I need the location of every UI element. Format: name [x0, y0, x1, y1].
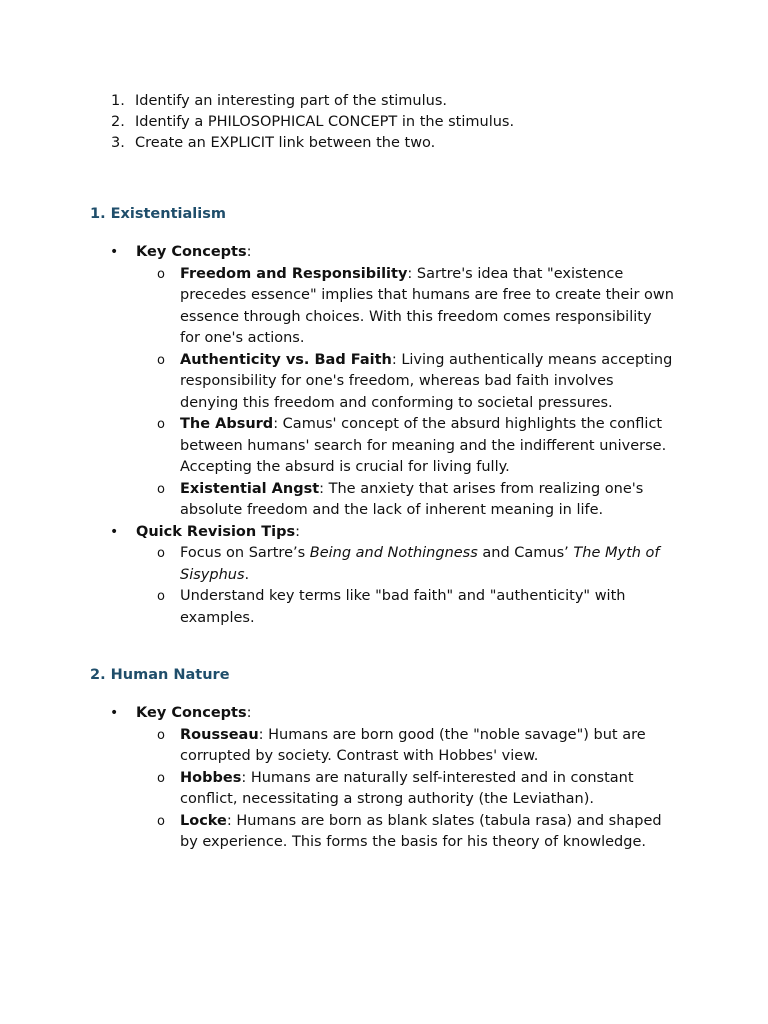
list-item	[157, 725, 690, 768]
instruction-item	[111, 91, 514, 112]
concept-term: Rousseau	[180, 726, 259, 743]
label-suffix: :	[295, 523, 301, 540]
group-label: Key Concepts	[136, 705, 247, 721]
concept-text: : Humans are born good (the "noble savage") but are corrupted by society. Contrast with Hobbes' view.	[180, 726, 646, 764]
concept-text: : Sartre's idea that "existence precedes essence" implies that humans are free to create their own essence through choices. With this freedom comes responsibility for one's actions.	[180, 265, 674, 346]
instruction-item	[111, 133, 514, 154]
bullet-marker: •	[110, 705, 119, 721]
existentialism-content	[110, 242, 690, 629]
sub-list	[110, 264, 690, 522]
concept-term: Hobbes	[180, 769, 242, 786]
sub-marker: o	[157, 352, 165, 368]
label-suffix: :	[246, 244, 252, 260]
tip-text: Focus on Sartre’s	[180, 545, 310, 561]
concept-term: Existential Angst	[180, 480, 320, 497]
bullet-item	[110, 242, 690, 264]
label-suffix: :	[246, 705, 252, 721]
instruction-item	[111, 112, 514, 133]
bullet-item	[110, 703, 690, 725]
concept-term: Locke	[180, 812, 227, 829]
list-item	[157, 586, 690, 629]
concept-text: : Living authentically means accepting responsibility for one's freedom, whereas bad faith involves denying this freedom and conforming to societal pressures.	[180, 351, 673, 411]
instruction-text: Create an EXPLICIT link between the two.	[135, 135, 436, 151]
section-heading-existentialism: 1. Existentialism	[90, 206, 226, 222]
book-title: Being and Nothingness	[309, 545, 478, 561]
sub-list	[110, 543, 690, 629]
concept-text: : Humans are naturally self-interested and in constant conflict, necessitating a strong authority (the Leviathan).	[180, 769, 634, 807]
sub-marker: o	[157, 813, 165, 829]
tip-text: .	[244, 566, 250, 583]
tip-text: Understand key terms like "bad faith" and "authenticity" with examples.	[180, 588, 626, 626]
sub-marker: o	[157, 589, 165, 604]
sub-marker: o	[157, 481, 165, 497]
instruction-text: Identify a PHILOSOPHICAL CONCEPT in the stimulus.	[135, 114, 515, 130]
sub-marker: o	[157, 727, 165, 743]
concept-term: Freedom and Responsibility	[180, 265, 408, 282]
human-nature-content	[110, 703, 690, 854]
group-label: Key Concepts	[136, 244, 247, 260]
tip-text: and Camus’	[477, 545, 574, 561]
list-item	[157, 811, 690, 854]
sub-marker: o	[157, 266, 165, 282]
list-item	[157, 414, 690, 479]
bullet-marker: •	[110, 523, 119, 540]
concept-text: : Camus' concept of the absurd highlights the conflict between humans' search for meaning and the indifferent universe. Accepting the absurd is crucial for living fully.	[180, 416, 667, 475]
list-item	[157, 543, 690, 586]
sub-list	[110, 725, 690, 854]
list-number: 1.	[111, 93, 125, 109]
instruction-text: Identify an interesting part of the stimulus.	[135, 93, 447, 109]
sub-marker: o	[157, 546, 165, 561]
book-title: The Myth of Sisyphus	[180, 545, 660, 583]
list-item	[157, 479, 690, 522]
concept-term: The Absurd	[180, 416, 274, 432]
list-item	[157, 264, 690, 350]
list-item	[157, 350, 690, 415]
bullet-item	[110, 522, 690, 544]
section-heading-human-nature: 2. Human Nature	[90, 667, 230, 683]
group-label: Quick Revision Tips	[136, 523, 296, 540]
list-number: 3.	[111, 135, 125, 151]
concept-term: Authenticity vs. Bad Faith	[180, 351, 392, 368]
sub-marker: o	[157, 417, 165, 432]
concept-text: : Humans are born as blank slates (tabula rasa) and shaped by experience. This forms the basis for his theory of knowledge.	[180, 812, 662, 850]
list-number: 2.	[111, 114, 125, 130]
sub-marker: o	[157, 770, 165, 786]
concept-text: : The anxiety that arises from realizing one's absolute freedom and the lack of inherent meaning in life.	[180, 480, 644, 518]
list-item	[157, 768, 690, 811]
bullet-marker: •	[110, 244, 119, 260]
instruction-list	[111, 91, 514, 154]
